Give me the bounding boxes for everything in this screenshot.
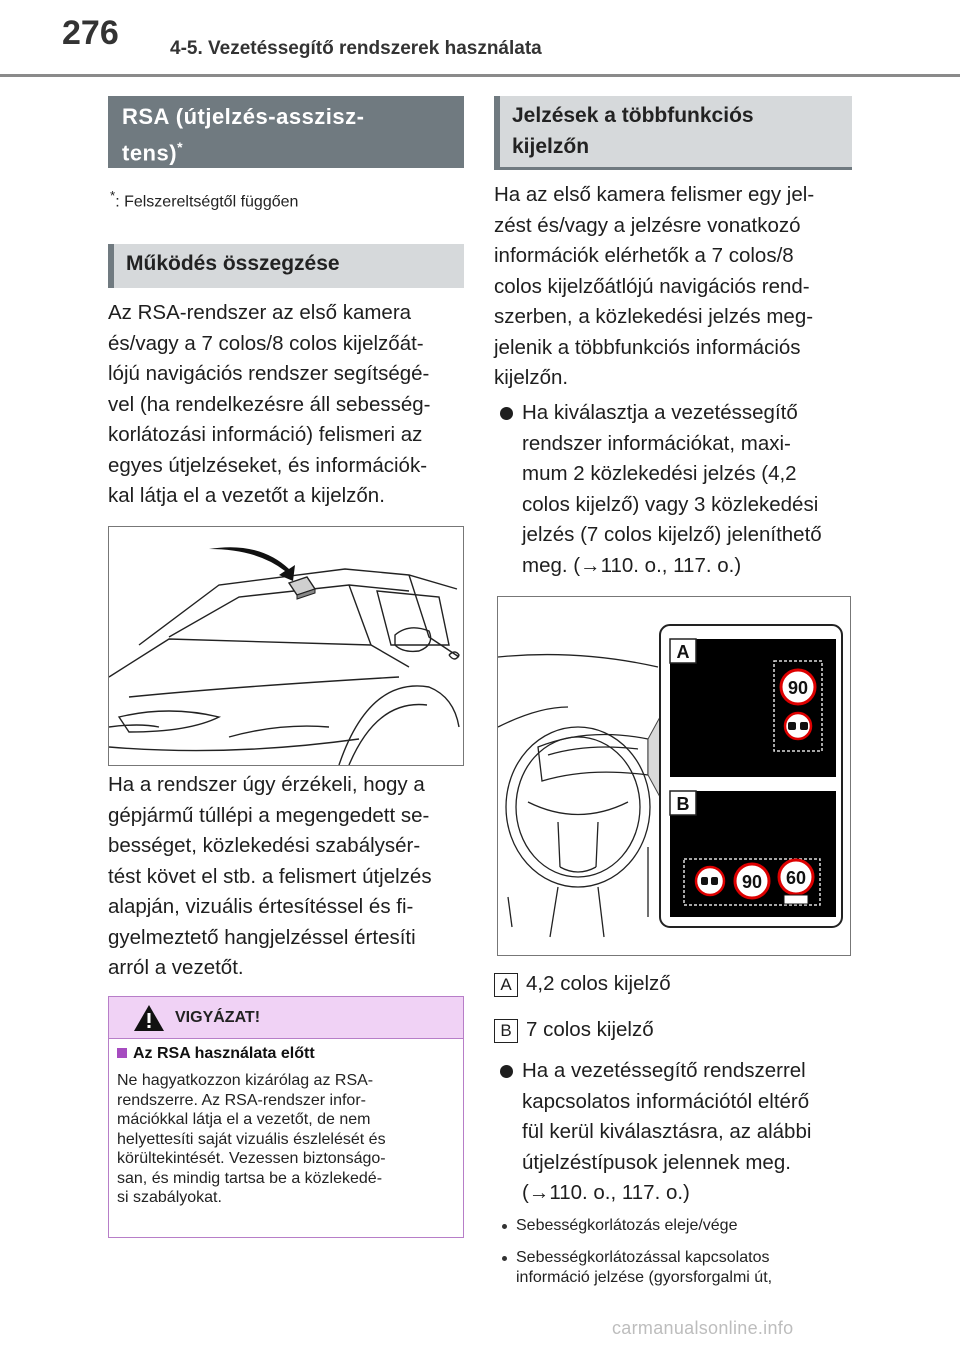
legend-item-a xyxy=(494,970,671,998)
subheading-indications xyxy=(494,96,852,170)
text-line: jelzés (7 colos kijelző) jeleníthető xyxy=(522,523,822,546)
bullet-text xyxy=(522,1056,852,1209)
text-line: vel (ha rendelkezésre áll sebesség- xyxy=(108,392,431,416)
legend-text-a: 4,2 colos kijelző xyxy=(526,972,671,995)
text-line: egyes útjelzéseket, és információk- xyxy=(108,453,428,477)
pointer-arrow-icon xyxy=(209,547,295,581)
text-line: Ha a vezetéssegítő rendszerrel xyxy=(522,1059,806,1082)
display-a-label: A xyxy=(676,642,690,662)
paragraph-warning-behavior xyxy=(108,770,468,984)
no-overtaking-sign-b-icon xyxy=(696,867,724,895)
text-line: kapcsolatos információtól eltérő xyxy=(522,1089,810,1113)
text-line: rendszerre. Az RSA-rendszer infor- xyxy=(117,1091,366,1109)
subheading-line: Jelzések a többfunkciós xyxy=(512,104,754,127)
small-bullet-icon xyxy=(502,1256,507,1261)
text-line: colos kijelző) vagy 3 közlekedési xyxy=(522,492,819,516)
warning-triangle-icon xyxy=(133,1003,165,1033)
caution-text xyxy=(117,1071,453,1208)
dashboard-display-illustration xyxy=(497,596,851,956)
paragraph-display xyxy=(494,180,854,394)
legend-text-b: 7 colos kijelző xyxy=(526,1018,654,1041)
footnote xyxy=(110,188,298,211)
legend-key-a: A xyxy=(494,973,518,997)
watermark: carmanualsonline.info xyxy=(612,1318,794,1338)
caution-header xyxy=(109,997,463,1039)
main-heading-line2: tens) xyxy=(122,140,178,166)
text-line: információk elérhetők a 7 colos/8 xyxy=(494,244,794,267)
text-line: Ha a rendszer úgy érzékeli, hogy a xyxy=(108,773,425,796)
paragraph-intro xyxy=(108,298,468,512)
text-line: útjelzéstípusok jelennek meg. xyxy=(522,1150,791,1174)
legend-key-b: B xyxy=(494,1019,518,1043)
display-b-label: B xyxy=(676,794,690,814)
text-line: Ne hagyatkozzon kizárólag az RSA- xyxy=(117,1072,374,1089)
main-heading xyxy=(108,96,464,168)
text-line: kijelzőn. xyxy=(494,366,569,389)
small-bullet-icon xyxy=(502,1224,507,1229)
text-line: és/vagy a 7 colos/8 colos kijelzőát- xyxy=(108,331,424,355)
heading-asterisk: * xyxy=(177,139,184,155)
speed-sign-b2: 60 xyxy=(785,868,807,888)
text-line: lójú navigációs rendszer segítségé- xyxy=(108,362,430,385)
weather-condition-icon xyxy=(784,895,808,904)
text-line: san, és mindig tartsa be a közlekedé- xyxy=(117,1169,383,1187)
caution-box xyxy=(108,996,464,1238)
footnote-asterisk: * xyxy=(110,188,116,203)
subheading-line: kijelzőn xyxy=(512,135,590,158)
header-divider xyxy=(0,74,960,77)
text-line: Ha az első kamera felismer egy jel- xyxy=(494,183,815,206)
dashboard-drawing xyxy=(498,597,851,956)
text-line: Sebességkorlátozás eleje/vége xyxy=(516,1217,738,1234)
bullet-dot-icon xyxy=(500,407,513,420)
page-number: 276 xyxy=(62,14,119,52)
text-line: információ jelzése (gyorsforgalmi út, xyxy=(516,1269,773,1286)
legend-item-b xyxy=(494,1016,654,1044)
text-line: bességet, közlekedési szabálysér- xyxy=(108,834,421,857)
square-bullet-icon xyxy=(117,1048,127,1058)
speed-sign-a: 90 xyxy=(787,678,809,698)
text-line: Ha kiválasztja a vezetéssegítő xyxy=(522,401,798,424)
text-line: tést követ el stb. a felismert útjelzés xyxy=(108,864,432,888)
bullet-dot-icon xyxy=(500,1065,513,1078)
text-line: zést és/vagy a jelzésre vonatkozó xyxy=(494,213,801,237)
text-line: Sebességkorlátozással kapcsolatos xyxy=(516,1249,770,1266)
text-line: alapján, vizuális értesítéssel és fi- xyxy=(108,895,414,918)
text-line: rendszer információkat, maxi- xyxy=(522,431,791,455)
car-camera-illustration xyxy=(108,526,464,766)
text-line: si szabályokat. xyxy=(117,1189,222,1206)
sub-bullet-text xyxy=(516,1248,852,1288)
text-line: (→110. o., 117. o.) xyxy=(522,1181,690,1204)
text-line: mációkkal látja el a vezetőt, de nem xyxy=(117,1111,371,1128)
text-line: szerben, a közlekedési jelzés meg- xyxy=(494,305,814,328)
text-line: fül kerül kiválasztásra, az alábbi xyxy=(522,1120,812,1143)
text-line: gépjármű túllépi a megengedett se- xyxy=(108,803,430,827)
text-line: colos kijelzőátlójú navigációs rend- xyxy=(494,274,810,298)
caution-subtitle-text: Az RSA használata előtt xyxy=(133,1045,315,1062)
main-heading-line1: RSA (útjelzés-asszisz- xyxy=(122,104,365,129)
bullet-text xyxy=(522,398,852,581)
text-line: mum 2 közlekedési jelzés (4,2 xyxy=(522,462,797,485)
caution-subtitle xyxy=(117,1045,315,1063)
text-line: korlátozási információ) felismeri az xyxy=(108,423,423,446)
car-front-drawing xyxy=(109,527,464,766)
caution-title: VIGYÁZAT! xyxy=(175,1009,261,1026)
text-line: Az RSA-rendszer az első kamera xyxy=(108,301,412,324)
speed-sign-b1: 90 xyxy=(741,872,763,892)
text-line: arról a vezetőt. xyxy=(108,956,244,979)
sub-bullet-text xyxy=(516,1216,852,1236)
subheading-operation: Működés összegzése xyxy=(108,244,464,288)
text-line: jelenik a többfunkciós információs xyxy=(494,335,801,359)
text-line: körültekintését. Vezessen biztonságo- xyxy=(117,1150,386,1167)
text-line: helyettesíti saját vizuális észlelését és xyxy=(117,1130,386,1148)
text-line: gyelmeztető hangjelzéssel értesíti xyxy=(108,925,416,949)
footnote-text: : Felszereltségtől függően xyxy=(115,193,299,211)
text-line: kal látja el a vezetőt a kijelzőn. xyxy=(108,484,385,507)
section-title: 4-5. Vezetéssegítő rendszerek használata xyxy=(170,38,542,59)
text-line: meg. (→110. o., 117. o.) xyxy=(522,553,742,577)
